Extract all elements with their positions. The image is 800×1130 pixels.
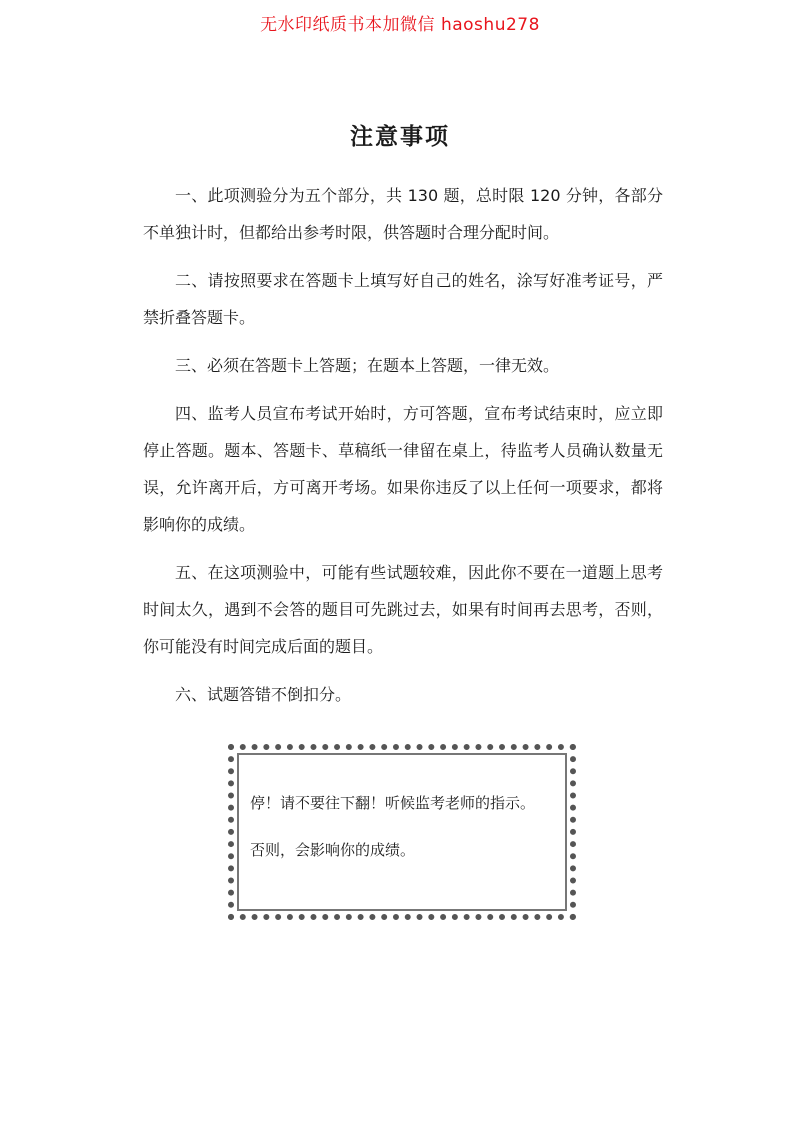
stop-notice-box [228,744,576,920]
page-title: 注意事项 [350,124,450,150]
stop-notice-line-1: 停！请不要往下翻！听候监考老师的指示。 [250,794,536,812]
stop-notice-text [250,792,564,886]
stop-notice-line-2: 否则，会影响你的成绩。 [250,841,416,859]
instruction-paragraph-2: 二、请按照要求在答题卡上填写好自己的姓名，涂写好准考证号，严禁折叠答题卡。 [143,271,663,327]
instruction-paragraph-4: 四、监考人员宣布考试开始时，方可答题，宣布考试结束时，应立即停止答题。题本、答题卡、草稿纸一律留在桌上，待监考人员确认数量无误，允许离开后，方可离开考场。如果你违反了以上任何一项要求，都将影响你的成绩。 [143,404,663,534]
instruction-paragraph-1: 一、此项测验分为五个部分，共 130 题，总时限 120 分钟，各部分不单独计时，但都给出参考时限，供答题时合理分配时间。 [143,186,663,242]
instruction-paragraph-5: 五、在这项测验中，可能有些试题较难，因此你不要在一道题上思考时间太久，遇到不会答的题目可先跳过去，如果有时间再去思考，否则，你可能没有时间完成后面的题目。 [143,563,663,656]
instruction-paragraph-3: 三、必须在答题卡上答题；在题本上答题，一律无效。 [175,356,560,375]
watermark-text: 无水印纸质书本加微信 haoshu278 [260,15,540,35]
instruction-paragraph-6: 六、试题答错不倒扣分。 [175,685,352,704]
instructions-body [143,177,663,724]
